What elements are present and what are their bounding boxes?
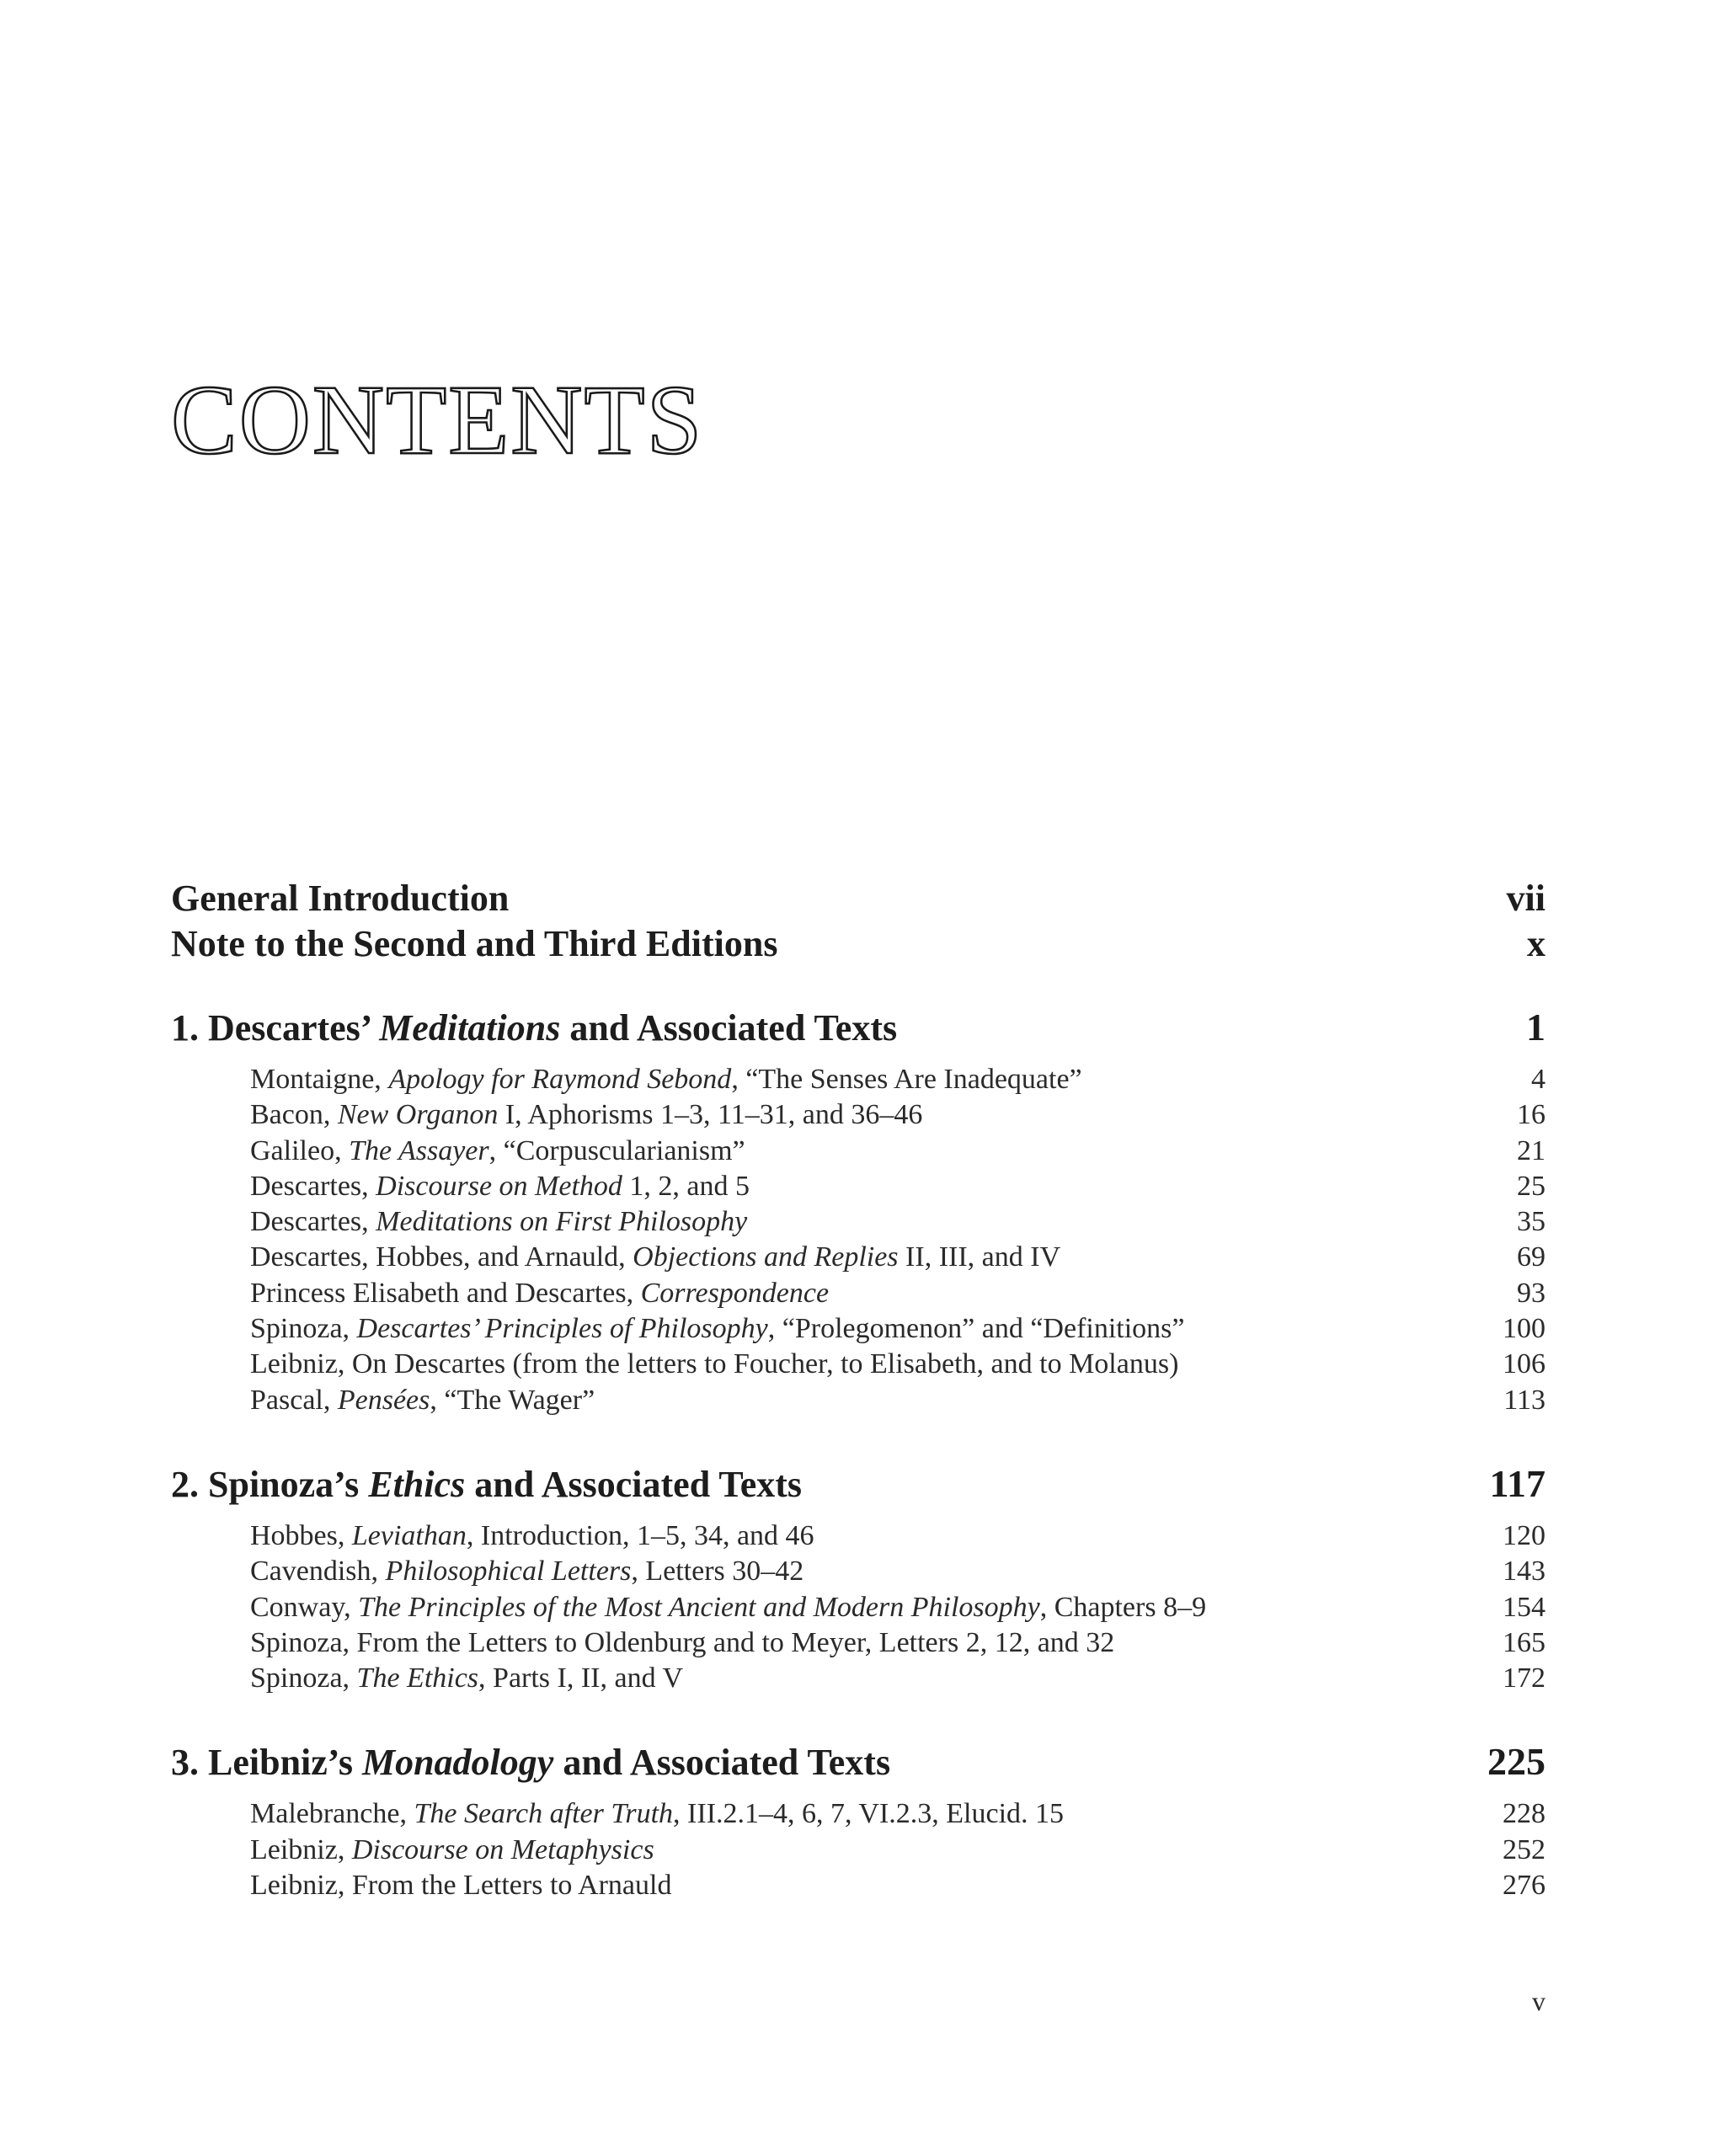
entry-text: , Chapters 8–9 <box>1039 1591 1207 1623</box>
part-entries <box>171 1062 1545 1418</box>
entry-italic-title: Meditations on First Philosophy <box>376 1206 748 1238</box>
entry-title <box>250 1661 683 1696</box>
toc-part-heading-leibniz <box>171 1738 1545 1786</box>
entry-italic-title: New Organon <box>337 1099 499 1131</box>
entry-text: , “The Senses Are Inadequate” <box>731 1064 1082 1095</box>
toc-entry <box>171 1062 1545 1097</box>
entry-text: II, III, and IV <box>898 1241 1061 1273</box>
part-title-prefix: 3. Leibniz’s <box>171 1742 362 1784</box>
part-title <box>171 1739 890 1786</box>
toc-label: Note to the Second and Third Editions <box>171 923 778 964</box>
toc-entry <box>171 1833 1545 1868</box>
entry-italic-title: Apology for Raymond Sebond <box>388 1064 732 1095</box>
entry-text: Descartes, Hobbes, and Arnauld, <box>250 1241 633 1273</box>
toc-page-number: 21 <box>1517 1134 1545 1166</box>
entry-text: Descartes, <box>250 1170 376 1202</box>
page-title: CONTENTS <box>171 365 704 475</box>
toc-page-number: x <box>1527 923 1545 964</box>
toc-part-heading-descartes <box>171 1004 1545 1052</box>
toc-page-number: 1 <box>1526 1006 1545 1049</box>
toc-entry <box>171 1276 1545 1311</box>
entry-text: Hobbes, <box>250 1519 352 1551</box>
entry-text: , Introduction, 1–5, 34, and 46 <box>466 1519 814 1551</box>
toc-page-number: 16 <box>1517 1099 1545 1131</box>
entry-text: Spinoza, <box>250 1313 357 1345</box>
entry-text: , “Corpuscularianism” <box>488 1134 745 1166</box>
toc-page-number: 69 <box>1517 1241 1545 1273</box>
part-title-suffix: and Associated Texts <box>465 1463 802 1505</box>
toc-page-number: 228 <box>1503 1798 1545 1830</box>
part-title-suffix: and Associated Texts <box>553 1742 891 1784</box>
toc-entry <box>171 1240 1545 1275</box>
toc-entry <box>171 1097 1545 1133</box>
entry-text: , “The Wager” <box>430 1384 595 1416</box>
toc-page-number: 4 <box>1531 1064 1545 1095</box>
entry-title <box>250 1169 750 1204</box>
toc-entry <box>171 1661 1545 1696</box>
entry-title <box>250 1518 814 1554</box>
entry-title <box>250 1796 1064 1832</box>
entry-title <box>250 1062 1082 1097</box>
toc-entry <box>171 1518 1545 1554</box>
entry-title <box>250 1240 1060 1275</box>
toc-entry <box>171 1347 1545 1382</box>
entry-text: , Parts I, II, and V <box>478 1662 684 1694</box>
entry-italic-title: The Principles of the Most Ancient and Modern Philosophy <box>358 1591 1040 1623</box>
entry-title <box>250 1833 654 1868</box>
toc-entry <box>171 1134 1545 1169</box>
entry-text: Leibniz, From the Letters to Arnauld <box>250 1870 672 1902</box>
toc-page-number: 113 <box>1503 1384 1545 1416</box>
entry-text: Montaigne, <box>250 1064 389 1095</box>
entry-italic-title: Philosophical Letters <box>385 1556 632 1588</box>
part-title <box>171 1461 802 1508</box>
toc-entry <box>171 1383 1545 1418</box>
table-of-contents <box>171 876 1545 1903</box>
toc-label: General Introduction <box>171 878 510 919</box>
entry-text: Pascal, <box>250 1384 338 1416</box>
entry-text: 1, 2, and 5 <box>622 1170 750 1202</box>
entry-title <box>250 1868 671 1903</box>
entry-title <box>250 1383 595 1418</box>
toc-page-number: 25 <box>1517 1170 1545 1202</box>
toc-entry <box>171 1204 1545 1240</box>
entry-text: Galileo, <box>250 1134 350 1166</box>
part-title-prefix: 1. Descartes’ <box>171 1007 380 1049</box>
entry-italic-title: Leviathan <box>351 1519 467 1551</box>
part-title-prefix: 2. Spinoza’s <box>171 1463 369 1505</box>
toc-page-number: 276 <box>1503 1870 1545 1902</box>
toc-entry <box>171 1796 1545 1832</box>
entry-text: Leibniz, <box>250 1833 352 1865</box>
toc-page-number: 100 <box>1503 1313 1545 1345</box>
toc-part-heading-spinoza <box>171 1460 1545 1508</box>
part-entries <box>171 1796 1545 1903</box>
entry-text: Spinoza, <box>250 1662 357 1694</box>
page-folio: v <box>1532 1986 1545 2016</box>
part-title-italic: Ethics <box>368 1463 466 1505</box>
toc-page-number: 106 <box>1503 1348 1545 1380</box>
toc-entry <box>171 1169 1545 1204</box>
entry-title <box>250 1134 745 1169</box>
part-title-italic: Monadology <box>361 1742 554 1784</box>
toc-entry <box>171 1311 1545 1347</box>
toc-page-number: 120 <box>1503 1519 1545 1551</box>
entry-title <box>250 1625 1114 1661</box>
entry-title <box>250 1590 1206 1625</box>
toc-page-number: vii <box>1506 878 1545 919</box>
entry-text: Leibniz, On Descartes (from the letters to Foucher, to Elisabeth, and to Molanus) <box>250 1348 1179 1380</box>
part-title-italic: Meditations <box>379 1007 561 1049</box>
entry-text: Conway, <box>250 1591 359 1623</box>
entry-italic-title: The Assayer <box>349 1134 489 1166</box>
entry-title <box>250 1311 1185 1347</box>
toc-page-number: 117 <box>1489 1461 1545 1505</box>
entry-text: Spinoza, From the Letters to Oldenburg and to Meyer, Letters 2, 12, and 32 <box>250 1626 1115 1658</box>
entry-italic-title: The Search after Truth <box>414 1798 674 1830</box>
toc-page-number: 165 <box>1503 1626 1545 1658</box>
toc-front-matter-general-introduction <box>171 876 1545 921</box>
entry-text: , Letters 30–42 <box>631 1556 804 1588</box>
toc-entry <box>171 1554 1545 1589</box>
entry-title <box>250 1204 747 1240</box>
entry-italic-title: Discourse on Method <box>376 1170 622 1202</box>
entry-italic-title: Objections and Replies <box>633 1241 899 1273</box>
entry-text: Malebranche, <box>250 1798 414 1830</box>
entry-text: Princess Elisabeth and Descartes, <box>250 1277 641 1309</box>
entry-text: Descartes, <box>250 1206 376 1238</box>
entry-title <box>250 1347 1178 1382</box>
toc-page-number: 143 <box>1503 1556 1545 1588</box>
entry-italic-title: The Ethics <box>356 1662 479 1694</box>
toc-entry <box>171 1868 1545 1903</box>
entry-title <box>250 1276 829 1311</box>
entry-italic-title: Pensées <box>337 1384 430 1416</box>
toc-page-number: 93 <box>1517 1277 1545 1309</box>
toc-entry <box>171 1590 1545 1625</box>
part-title-suffix: and Associated Texts <box>560 1007 898 1049</box>
toc-entry <box>171 1625 1545 1661</box>
entry-italic-title: Discourse on Metaphysics <box>351 1833 654 1865</box>
part-title <box>171 1005 897 1052</box>
entry-text: Cavendish, <box>250 1556 386 1588</box>
entry-title <box>250 1554 803 1589</box>
toc-front-matter-editions-note <box>171 921 1545 967</box>
toc-page-number: 35 <box>1517 1206 1545 1238</box>
entry-italic-title: Descartes’ Principles of Philosophy <box>356 1313 768 1345</box>
entry-text: I, Aphorisms 1–3, 11–31, and 36–46 <box>498 1099 923 1131</box>
toc-page-number: 172 <box>1503 1662 1545 1694</box>
toc-page-number: 225 <box>1487 1740 1545 1784</box>
entry-italic-title: Correspondence <box>640 1277 830 1309</box>
part-entries <box>171 1518 1545 1696</box>
entry-title <box>250 1097 922 1133</box>
entry-text: , “Prolegomenon” and “Definitions” <box>767 1313 1185 1345</box>
toc-page-number: 154 <box>1503 1591 1545 1623</box>
entry-text: , III.2.1–4, 6, 7, VI.2.3, Elucid. 15 <box>673 1798 1065 1830</box>
toc-page-number: 252 <box>1503 1833 1545 1865</box>
entry-text: Bacon, <box>250 1099 338 1131</box>
